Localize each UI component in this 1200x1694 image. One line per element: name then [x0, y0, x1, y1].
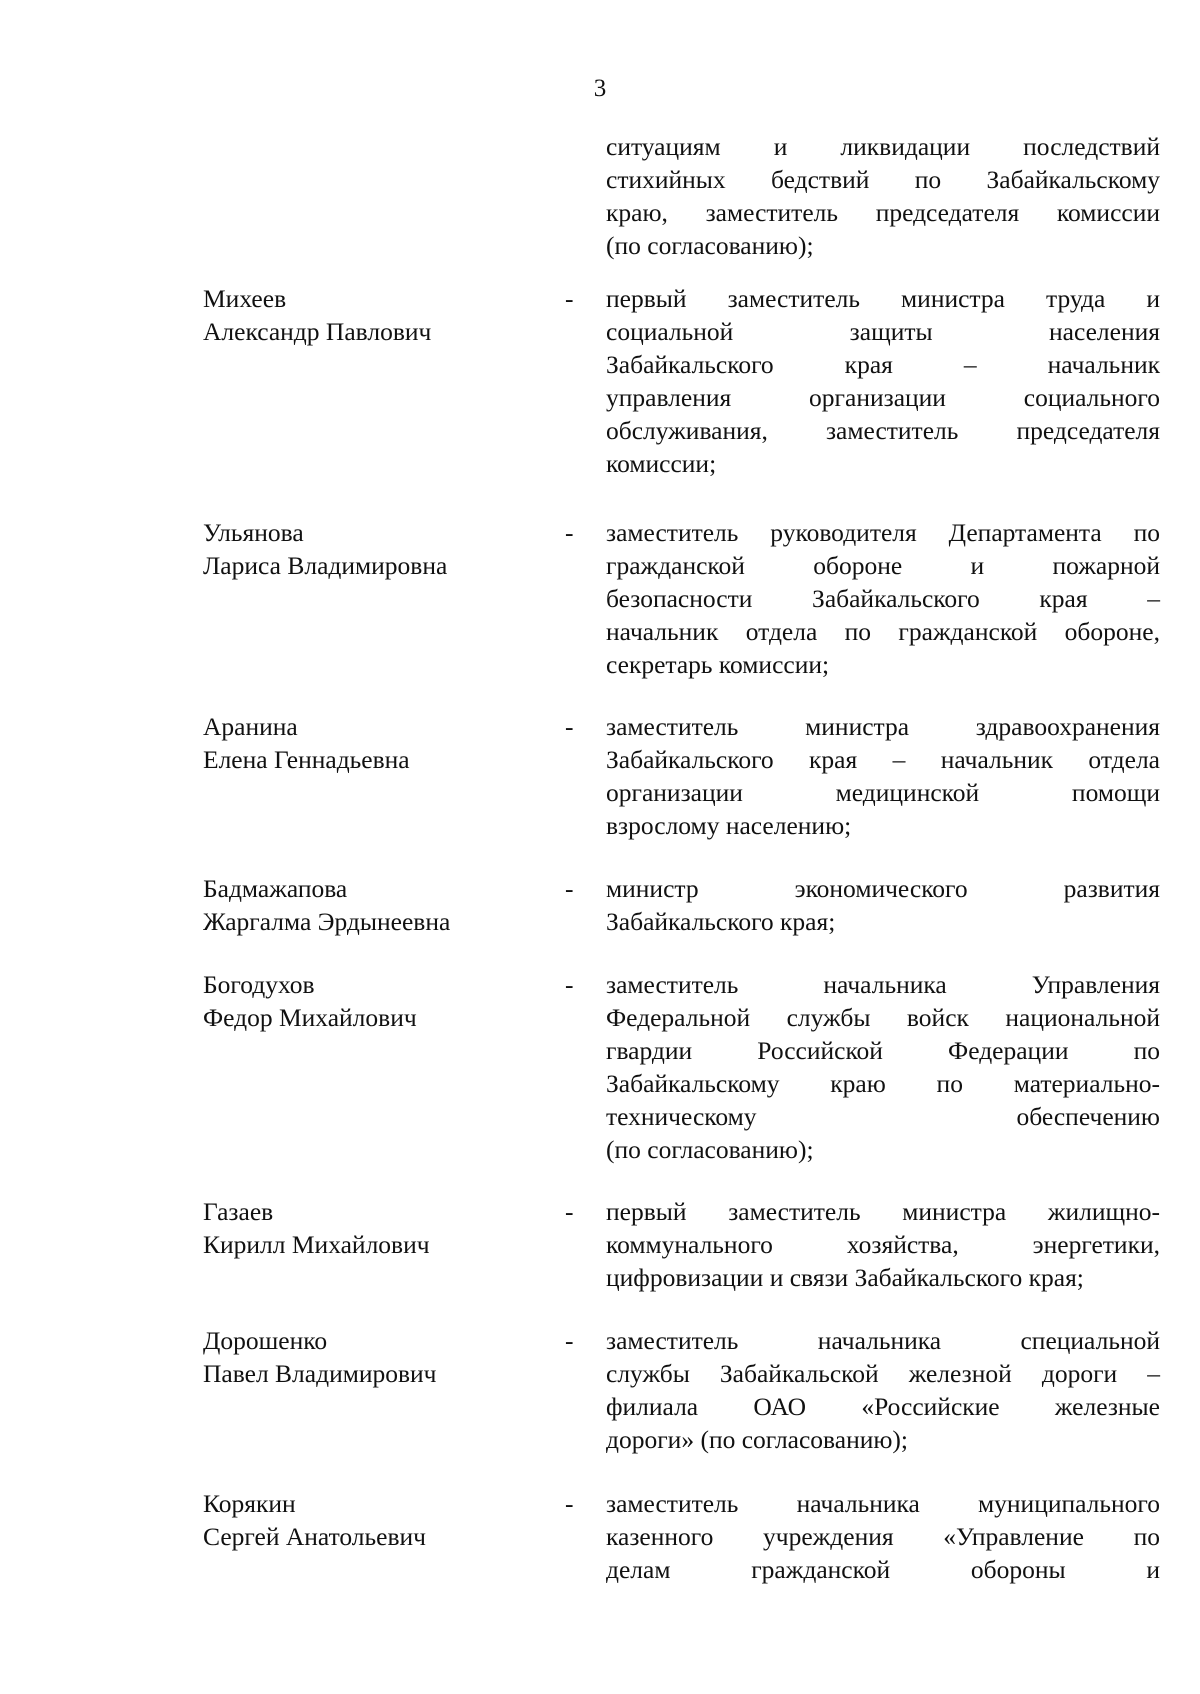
- description-line: безопасности Забайкальского края –: [606, 584, 1160, 613]
- description-line: Забайкальского края;: [606, 907, 836, 936]
- description-line: Забайкальского края – начальник: [606, 350, 1160, 379]
- member-surname: Корякин: [203, 1489, 296, 1518]
- description-line: первый заместитель министра труда и: [606, 284, 1160, 313]
- description-line: обслуживания, заместитель председателя: [606, 416, 1160, 445]
- member-position: [606, 1195, 1160, 1294]
- member-position: [606, 710, 1160, 842]
- member-surname: Аранина: [203, 712, 298, 741]
- description-line: комиссии;: [606, 449, 717, 478]
- member-name: [203, 282, 533, 348]
- description-line: заместитель начальника муниципального: [606, 1489, 1160, 1518]
- description-line: министр экономического развития: [606, 874, 1160, 903]
- description-line: техническому обеспечению: [606, 1102, 1160, 1131]
- description-line: Забайкальского края – начальник отдела: [606, 745, 1160, 774]
- member-given-names: Павел Владимирович: [203, 1359, 437, 1388]
- member-surname: Ульянова: [203, 518, 304, 547]
- dash-separator: -: [565, 1326, 574, 1355]
- description-line: службы Забайкальской железной дороги –: [606, 1359, 1160, 1388]
- dash-separator: -: [565, 874, 574, 903]
- member-position: [606, 872, 1160, 938]
- dash-separator: -: [565, 970, 574, 999]
- member-name: [203, 1195, 533, 1261]
- member-surname: Бадмажапова: [203, 874, 348, 903]
- dash-separator: -: [565, 1197, 574, 1226]
- description-line: Федеральной службы войск национальной: [606, 1003, 1160, 1032]
- member-given-names: Лариса Владимировна: [203, 551, 448, 580]
- member-name: [203, 516, 533, 582]
- member-surname: Михеев: [203, 284, 287, 313]
- description-line: делам гражданской обороны и: [606, 1555, 1160, 1584]
- continued-description: [606, 130, 1160, 262]
- member-name: [203, 968, 533, 1034]
- member-position: [606, 968, 1160, 1166]
- description-line: коммунального хозяйства, энергетики,: [606, 1230, 1160, 1259]
- description-line: стихийных бедствий по Забайкальскому: [606, 165, 1160, 194]
- member-given-names: Федор Михайлович: [203, 1003, 417, 1032]
- member-name: [203, 1324, 533, 1390]
- description-line: организации медицинской помощи: [606, 778, 1160, 807]
- description-line: филиала ОАО «Российские железные: [606, 1392, 1160, 1421]
- member-position: [606, 282, 1160, 480]
- description-line: гвардии Российской Федерации по: [606, 1036, 1160, 1065]
- description-line: социальной защиты населения: [606, 317, 1160, 346]
- dash-separator: -: [565, 712, 574, 741]
- page-number: 3: [593, 75, 607, 102]
- member-position: [606, 516, 1160, 681]
- description-line: заместитель начальника Управления: [606, 970, 1160, 999]
- description-line: взрослому населению;: [606, 811, 852, 840]
- member-surname: Богодухов: [203, 970, 315, 999]
- description-line: гражданской обороне и пожарной: [606, 551, 1160, 580]
- description-line: цифровизации и связи Забайкальского края;: [606, 1263, 1084, 1292]
- description-line: дороги» (по согласованию);: [606, 1425, 909, 1454]
- member-name: [203, 710, 533, 776]
- member-name: [203, 1487, 533, 1553]
- dash-separator: -: [565, 284, 574, 313]
- description-line: краю, заместитель председателя комиссии: [606, 198, 1160, 227]
- description-line: управления организации социального: [606, 383, 1160, 412]
- description-line: заместитель министра здравоохранения: [606, 712, 1160, 741]
- member-given-names: Александр Павлович: [203, 317, 432, 346]
- description-line: секретарь комиссии;: [606, 650, 830, 679]
- member-position: [606, 1487, 1160, 1586]
- member-name: [203, 872, 533, 938]
- member-given-names: Жаргалма Эрдынеевна: [203, 907, 451, 936]
- description-line: ситуациям и ликвидации последствий: [606, 132, 1160, 161]
- member-position: [606, 1324, 1160, 1456]
- description-line: первый заместитель министра жилищно-: [606, 1197, 1160, 1226]
- member-surname: Газаев: [203, 1197, 274, 1226]
- description-line: заместитель руководителя Департамента по: [606, 518, 1160, 547]
- dash-separator: -: [565, 518, 574, 547]
- member-surname: Дорошенко: [203, 1326, 328, 1355]
- description-line: заместитель начальника специальной: [606, 1326, 1160, 1355]
- dash-separator: -: [565, 1489, 574, 1518]
- member-given-names: Елена Геннадьевна: [203, 745, 410, 774]
- description-line: начальник отдела по гражданской обороне,: [606, 617, 1160, 646]
- description-line: казенного учреждения «Управление по: [606, 1522, 1160, 1551]
- description-line: (по согласованию);: [606, 1135, 814, 1164]
- member-given-names: Кирилл Михайлович: [203, 1230, 430, 1259]
- description-line: Забайкальскому краю по материально-: [606, 1069, 1160, 1098]
- member-given-names: Сергей Анатольевич: [203, 1522, 426, 1551]
- description-line: (по согласованию);: [606, 231, 814, 260]
